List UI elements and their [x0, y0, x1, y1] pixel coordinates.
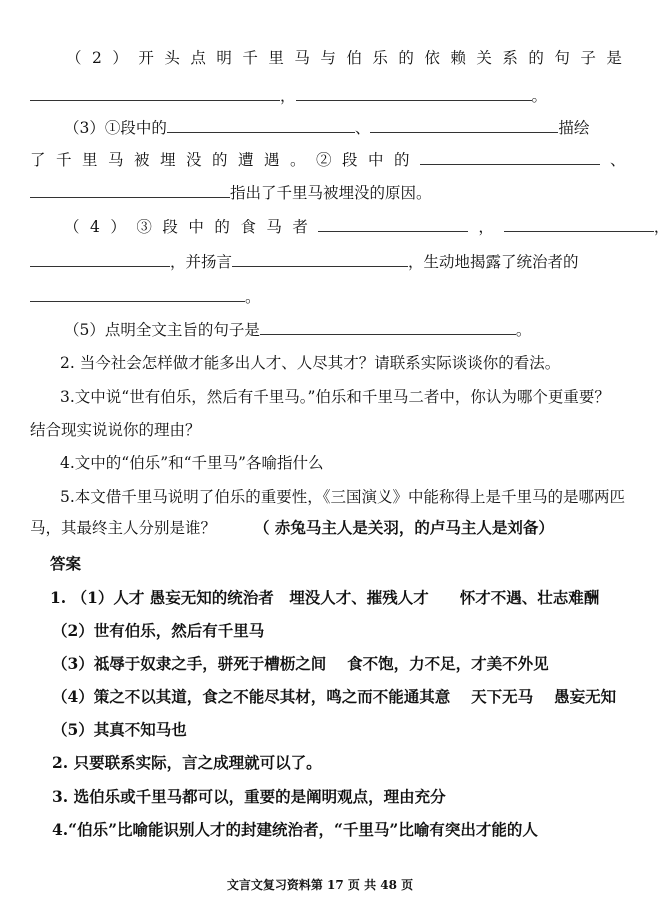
- q5-line: [64, 318, 531, 341]
- dunhao: 、: [354, 119, 371, 137]
- blank: [30, 84, 280, 101]
- blank: [260, 318, 516, 335]
- comma: ，: [280, 87, 296, 105]
- answer-1-2: （2）世有伯乐，然后有千里马: [52, 621, 265, 640]
- q4-line2: [30, 250, 579, 273]
- blank: [370, 116, 558, 133]
- q3-line3: [30, 181, 432, 204]
- q5-text: （5）点明全文主旨的句子是: [64, 321, 260, 339]
- answer-4: 4.“伯乐”比喻能识别人才的封建统治者，“千里马”比喻有突出才能的人: [52, 820, 538, 839]
- blank: [318, 215, 468, 232]
- item-3-line1: 3.文中说“世有伯乐，然后有千里马。”伯乐和千里马二者中，你认为哪个更重要？: [60, 388, 610, 406]
- q4-c: ，生动地揭露了统治者的: [408, 253, 579, 271]
- item-5-text: 马，其最终主人分别是谁？: [30, 519, 217, 537]
- period: 。: [531, 87, 548, 105]
- item-5-hint: （ 赤兔马主人是关羽，的卢马主人是刘备）: [254, 518, 554, 537]
- item-5-line1: 5.本文借千里马说明了伯乐的重要性，《三国演义》中能称得上是千里马的是哪两匹: [60, 488, 626, 506]
- dunhao: 、: [610, 151, 626, 169]
- answer-2: 2. 只要联系实际，言之成理就可以了。: [52, 753, 322, 772]
- q4-b: ，并扬言: [170, 253, 233, 271]
- q3-d: 指出了千里马被埋没的原因。: [230, 184, 432, 202]
- q4-line1: [64, 215, 669, 238]
- blank: [232, 250, 408, 267]
- item-2: 2. 当今社会怎样做才能多出人才、人尽其才？请联系实际谈谈你的看法。: [60, 354, 561, 372]
- answer-3: 3. 选伯乐或千里马都可以，重要的是阐明观点，理由充分: [52, 787, 446, 806]
- blank: [504, 215, 654, 232]
- answer-heading: 答案: [50, 554, 82, 573]
- q2-text: （2）开头点明千里马与伯乐的依赖关系的句子是: [66, 49, 633, 67]
- comma: ，: [478, 218, 494, 236]
- q4-line3: [30, 285, 261, 308]
- q3-line2: [30, 148, 626, 171]
- answer-1-5: （5）其真不知马也: [52, 720, 187, 739]
- period: 。: [515, 321, 532, 339]
- answer-1-3: （3）祗辱于奴隶之手，骈死于槽枥之间 食不饱，力不足，才美不外见: [52, 654, 549, 673]
- q2-line1: [66, 47, 632, 69]
- answer-1-4: （4）策之不以其道，食之不能尽其材，鸣之而不能通其意 天下无马 愚妄无知: [52, 687, 617, 706]
- q2-line2: [30, 84, 547, 107]
- answer-1-1: 1. （1）人才 愚妄无知的统治者 埋没人才、摧残人才 怀才不遇、壮志难酬: [50, 588, 600, 607]
- page-footer: 文言文复习资料第 17 页 共 48 页: [226, 878, 414, 892]
- item-3-line2: 结合现实说说你的理由？: [30, 421, 201, 439]
- q3-line1: [64, 116, 589, 139]
- period: 。: [245, 288, 261, 306]
- q3-b: 描绘: [558, 119, 590, 137]
- q4-a: （4）③段中的食马者: [64, 218, 319, 236]
- comma: ，: [653, 218, 669, 236]
- q3-c: 了千里马被埋没的遭遇。②段中的: [30, 151, 421, 169]
- blank: [30, 285, 245, 302]
- q3-a: （3）①段中的: [64, 119, 167, 137]
- blank: [296, 84, 532, 101]
- item-4: 4.文中的“伯乐”和“千里马”各喻指什么: [60, 454, 324, 472]
- item-5-line2: [30, 517, 554, 539]
- blank: [420, 148, 600, 165]
- blank: [30, 250, 170, 267]
- blank: [30, 181, 230, 198]
- blank: [167, 116, 355, 133]
